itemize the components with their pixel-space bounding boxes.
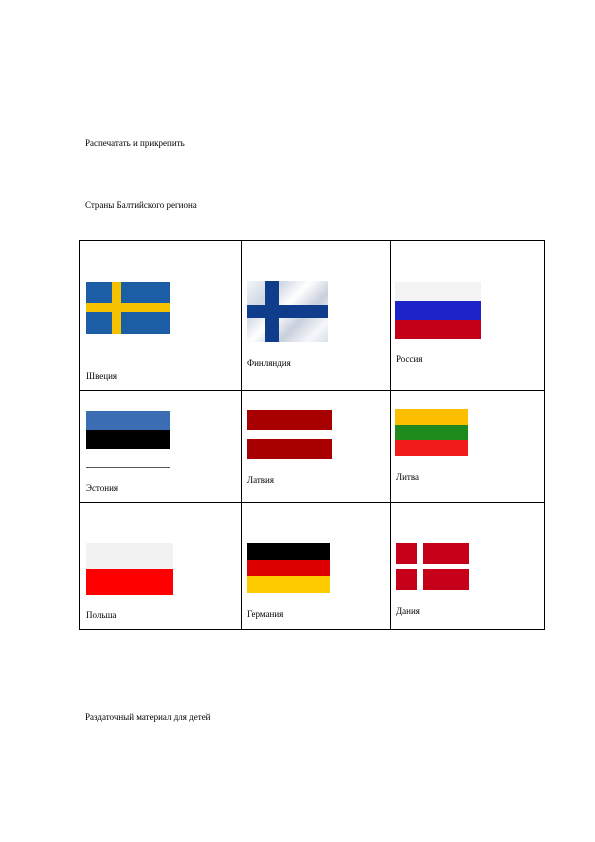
handout-note: Раздаточный материал для детей <box>85 712 211 722</box>
country-name: Дания <box>396 606 420 616</box>
print-instruction: Распечатать и прикрепить <box>85 138 185 148</box>
country-name: Эстония <box>86 483 119 493</box>
country-name: Россия <box>396 354 423 364</box>
poland-flag <box>86 543 173 595</box>
column-divider <box>390 241 391 629</box>
country-name: Швеция <box>86 371 118 381</box>
estonia-flag <box>86 411 170 468</box>
russia-flag <box>395 282 481 339</box>
sweden-flag <box>86 282 170 334</box>
country-name: Финляндия <box>247 358 291 368</box>
row-divider <box>80 502 544 503</box>
row-divider <box>80 390 544 391</box>
country-name: Германия <box>247 609 284 619</box>
country-name: Литва <box>396 472 419 482</box>
germany-flag <box>247 543 330 593</box>
country-name: Польша <box>86 610 117 620</box>
latvia-flag <box>247 410 332 459</box>
column-divider <box>241 241 242 629</box>
country-name: Латвия <box>247 475 275 485</box>
finland-flag <box>247 281 328 342</box>
denmark-flag <box>396 543 469 590</box>
lithuania-flag <box>395 409 468 456</box>
page-title: Страны Балтийского региона <box>85 200 197 210</box>
